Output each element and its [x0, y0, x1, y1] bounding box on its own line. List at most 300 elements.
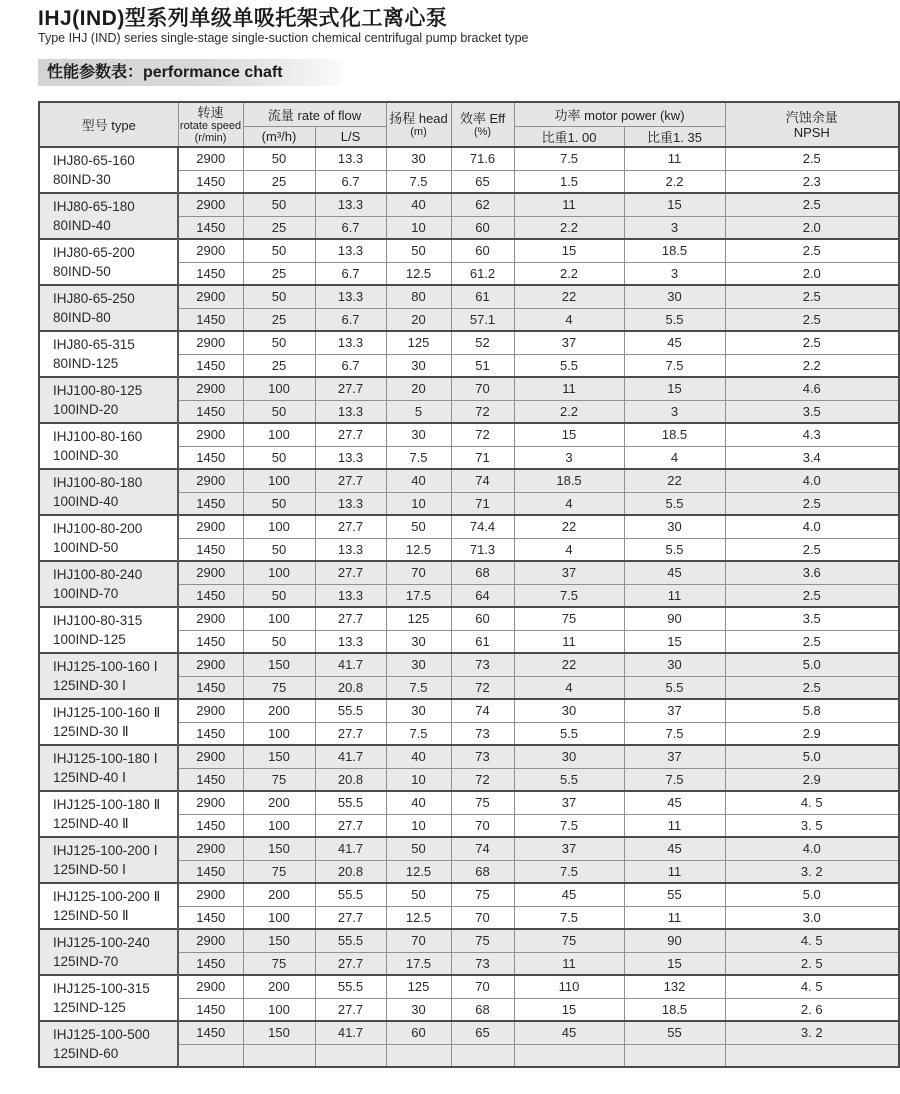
value-cell: 40 [386, 745, 451, 768]
value-cell: 2.5 [725, 308, 899, 331]
value-cell: 30 [386, 630, 451, 653]
value-cell: 13.3 [315, 331, 386, 354]
table-row [39, 377, 899, 400]
value-cell: 5.5 [624, 676, 725, 699]
value-cell: 60 [451, 607, 514, 630]
value-cell: 18.5 [514, 469, 624, 492]
value-cell: 3. 2 [725, 1021, 899, 1044]
value-cell: 72 [451, 423, 514, 446]
pump-type-line: 100IND-40 [53, 494, 119, 509]
value-cell: 90 [624, 607, 725, 630]
value-cell: 13.3 [315, 285, 386, 308]
value-cell: 27.7 [315, 561, 386, 584]
value-cell: 4.0 [725, 515, 899, 538]
value-cell: 2900 [178, 469, 243, 492]
value-cell: 37 [514, 331, 624, 354]
value-cell: 70 [451, 377, 514, 400]
value-cell: 27.7 [315, 515, 386, 538]
table-row [39, 561, 899, 584]
value-cell: 15 [624, 952, 725, 975]
value-cell: 20.8 [315, 768, 386, 791]
value-cell: 3.5 [725, 400, 899, 423]
value-cell: 100 [243, 561, 315, 584]
pump-type-cell [39, 423, 178, 469]
pump-type-line: 125IND-40 Ⅰ [53, 770, 127, 785]
value-cell: 30 [624, 285, 725, 308]
header-flow-ls: L/S [315, 126, 386, 147]
value-cell: 1450 [178, 630, 243, 653]
value-cell: 1450 [178, 538, 243, 561]
value-cell: 18.5 [624, 423, 725, 446]
pump-type-line: IHJ125-100-180 Ⅰ [53, 751, 158, 766]
pump-type-line: 100IND-50 [53, 540, 119, 555]
value-cell: 4 [514, 676, 624, 699]
value-cell: 2900 [178, 515, 243, 538]
value-cell: 25 [243, 354, 315, 377]
value-cell: 125 [386, 331, 451, 354]
value-cell: 45 [514, 883, 624, 906]
value-cell: 41.7 [315, 837, 386, 860]
pump-type-line: IHJ125-100-160 Ⅱ [53, 705, 161, 720]
value-cell: 100 [243, 998, 315, 1021]
value-cell: 50 [386, 837, 451, 860]
value-cell: 50 [243, 492, 315, 515]
value-cell: 71.3 [451, 538, 514, 561]
value-cell: 1.5 [514, 170, 624, 193]
pump-type-cell [39, 929, 178, 975]
value-cell: 65 [451, 170, 514, 193]
header-efficiency [451, 102, 514, 147]
pump-type-line: IHJ125-100-500 [53, 1027, 150, 1042]
value-cell [725, 1044, 899, 1067]
value-cell: 18.5 [624, 998, 725, 1021]
value-cell: 1450 [178, 446, 243, 469]
value-cell: 200 [243, 975, 315, 998]
value-cell: 37 [514, 791, 624, 814]
value-cell: 45 [624, 331, 725, 354]
value-cell: 2900 [178, 423, 243, 446]
value-cell: 13.3 [315, 400, 386, 423]
value-cell: 4. 5 [725, 791, 899, 814]
value-cell: 11 [624, 147, 725, 170]
value-cell: 18.5 [624, 239, 725, 262]
value-cell: 1450 [178, 308, 243, 331]
value-cell: 7.5 [514, 906, 624, 929]
value-cell: 73 [451, 653, 514, 676]
value-cell: 4 [514, 538, 624, 561]
table-row [39, 745, 899, 768]
value-cell: 55.5 [315, 975, 386, 998]
pump-type-cell [39, 1021, 178, 1067]
header-power-sg100: 比重1. 00 [514, 126, 624, 147]
value-cell: 4 [514, 492, 624, 515]
value-cell: 30 [514, 745, 624, 768]
value-cell: 7.5 [514, 584, 624, 607]
value-cell: 6.7 [315, 170, 386, 193]
value-cell: 3.6 [725, 561, 899, 584]
pump-type-line: IHJ125-100-200 Ⅰ [53, 843, 158, 858]
table-row [39, 791, 899, 814]
value-cell: 2900 [178, 837, 243, 860]
value-cell: 1450 [178, 906, 243, 929]
value-cell: 15 [514, 239, 624, 262]
value-cell: 1450 [178, 998, 243, 1021]
performance-table [38, 101, 900, 1068]
value-cell: 2.2 [725, 354, 899, 377]
value-cell: 2.9 [725, 768, 899, 791]
value-cell: 2.5 [725, 239, 899, 262]
table-row [39, 1021, 899, 1044]
value-cell: 11 [514, 630, 624, 653]
value-cell: 2.2 [514, 400, 624, 423]
value-cell: 55.5 [315, 883, 386, 906]
table-body [39, 147, 899, 1067]
pump-type-line: 80IND-50 [53, 264, 111, 279]
header-npsh-cn: 汽蚀余量 [785, 109, 838, 125]
value-cell: 65 [451, 1021, 514, 1044]
value-cell: 22 [514, 285, 624, 308]
value-cell: 6.7 [315, 262, 386, 285]
value-cell: 5.5 [624, 538, 725, 561]
pump-type-line: IHJ100-80-200 [53, 521, 143, 536]
pump-type-line: 100IND-70 [53, 586, 119, 601]
table-row [39, 423, 899, 446]
value-cell: 13.3 [315, 584, 386, 607]
value-cell: 75 [243, 952, 315, 975]
value-cell: 150 [243, 837, 315, 860]
value-cell: 100 [243, 607, 315, 630]
value-cell: 50 [243, 331, 315, 354]
header-flow-m3h: (m³/h) [243, 126, 315, 147]
value-cell: 4.0 [725, 837, 899, 860]
value-cell: 25 [243, 308, 315, 331]
value-cell: 1450 [178, 722, 243, 745]
header-speed-unit: (r/min) [194, 132, 227, 144]
value-cell: 60 [451, 216, 514, 239]
value-cell: 125 [386, 975, 451, 998]
value-cell: 70 [451, 975, 514, 998]
value-cell: 25 [243, 216, 315, 239]
value-cell [451, 1044, 514, 1067]
value-cell: 74 [451, 699, 514, 722]
value-cell: 27.7 [315, 377, 386, 400]
value-cell: 3.4 [725, 446, 899, 469]
value-cell: 1450 [178, 1021, 243, 1044]
value-cell: 5.0 [725, 883, 899, 906]
pump-type-cell [39, 285, 178, 331]
value-cell: 150 [243, 745, 315, 768]
value-cell: 72 [451, 400, 514, 423]
table-row [39, 469, 899, 492]
value-cell: 4.0 [725, 469, 899, 492]
value-cell [386, 1044, 451, 1067]
value-cell: 15 [624, 630, 725, 653]
value-cell: 2900 [178, 975, 243, 998]
pump-type-cell [39, 561, 178, 607]
table-row [39, 883, 899, 906]
value-cell: 5.8 [725, 699, 899, 722]
header-type: 型号 type [39, 102, 178, 147]
value-cell [624, 1044, 725, 1067]
pump-type-cell [39, 147, 178, 193]
value-cell: 2900 [178, 561, 243, 584]
value-cell: 50 [243, 400, 315, 423]
value-cell: 37 [514, 837, 624, 860]
pump-type-line: IHJ125-100-160 Ⅰ [53, 659, 158, 674]
table-row [39, 239, 899, 262]
value-cell: 7.5 [386, 722, 451, 745]
pump-type-line: 125IND-40 Ⅱ [53, 816, 129, 831]
pump-type-line: 100IND-125 [53, 632, 126, 647]
value-cell: 1450 [178, 814, 243, 837]
value-cell: 73 [451, 745, 514, 768]
value-cell: 30 [514, 699, 624, 722]
value-cell: 15 [514, 998, 624, 1021]
pump-type-line: 80IND-125 [53, 356, 119, 371]
value-cell: 1450 [178, 860, 243, 883]
value-cell: 45 [624, 561, 725, 584]
table-header [39, 102, 899, 147]
value-cell: 80 [386, 285, 451, 308]
value-cell: 5.5 [624, 492, 725, 515]
pump-type-line: IHJ80-65-180 [53, 199, 135, 214]
value-cell: 71 [451, 492, 514, 515]
value-cell: 40 [386, 469, 451, 492]
value-cell: 37 [624, 699, 725, 722]
value-cell: 150 [243, 929, 315, 952]
value-cell: 5.5 [514, 722, 624, 745]
header-speed-en: rotate speed [179, 120, 242, 132]
value-cell: 72 [451, 676, 514, 699]
value-cell: 60 [451, 239, 514, 262]
value-cell: 11 [624, 584, 725, 607]
header-npsh-en: NPSH [793, 124, 830, 140]
value-cell: 110 [514, 975, 624, 998]
value-cell: 13.3 [315, 193, 386, 216]
value-cell: 5 [386, 400, 451, 423]
value-cell: 50 [386, 515, 451, 538]
value-cell: 1450 [178, 584, 243, 607]
value-cell: 13.3 [315, 147, 386, 170]
pump-type-cell [39, 745, 178, 791]
value-cell: 64 [451, 584, 514, 607]
value-cell: 74 [451, 469, 514, 492]
header-eff-unit: (%) [473, 126, 492, 138]
value-cell: 72 [451, 768, 514, 791]
table-row [39, 285, 899, 308]
value-cell: 45 [514, 1021, 624, 1044]
value-cell: 75 [514, 607, 624, 630]
value-cell: 100 [243, 377, 315, 400]
value-cell: 6.7 [315, 216, 386, 239]
value-cell: 75 [243, 768, 315, 791]
value-cell: 1450 [178, 768, 243, 791]
header-head-unit: (m) [410, 126, 427, 138]
value-cell: 45 [624, 791, 725, 814]
value-cell: 30 [386, 147, 451, 170]
value-cell: 12.5 [386, 262, 451, 285]
value-cell: 2.5 [725, 193, 899, 216]
page-title: IHJ(IND)型系列单级单吸托架式化工离心泵 [38, 7, 448, 30]
pump-type-line: IHJ125-100-200 Ⅱ [53, 889, 161, 904]
value-cell: 75 [451, 929, 514, 952]
value-cell: 11 [624, 814, 725, 837]
value-cell: 41.7 [315, 1021, 386, 1044]
value-cell: 70 [451, 906, 514, 929]
value-cell: 50 [243, 584, 315, 607]
value-cell: 73 [451, 722, 514, 745]
pump-type-line: IHJ100-80-240 [53, 567, 143, 582]
value-cell: 60 [386, 1021, 451, 1044]
value-cell: 10 [386, 814, 451, 837]
value-cell: 4. 5 [725, 975, 899, 998]
value-cell: 27.7 [315, 814, 386, 837]
value-cell: 10 [386, 492, 451, 515]
value-cell: 1450 [178, 170, 243, 193]
value-cell: 55.5 [315, 699, 386, 722]
value-cell: 2.5 [725, 676, 899, 699]
value-cell: 150 [243, 1021, 315, 1044]
value-cell: 50 [243, 239, 315, 262]
pump-type-line: IHJ80-65-160 [53, 153, 135, 168]
table-row [39, 193, 899, 216]
header-eff-label: 效率 Eff [459, 111, 506, 126]
value-cell: 2900 [178, 929, 243, 952]
pump-type-cell [39, 239, 178, 285]
value-cell: 30 [386, 699, 451, 722]
value-cell [315, 1044, 386, 1067]
value-cell: 125 [386, 607, 451, 630]
value-cell: 200 [243, 791, 315, 814]
value-cell: 1450 [178, 400, 243, 423]
value-cell: 20 [386, 308, 451, 331]
value-cell: 75 [451, 791, 514, 814]
table-row [39, 837, 899, 860]
value-cell: 68 [451, 998, 514, 1021]
value-cell: 52 [451, 331, 514, 354]
value-cell: 22 [624, 469, 725, 492]
value-cell: 50 [243, 630, 315, 653]
value-cell: 100 [243, 814, 315, 837]
value-cell: 200 [243, 883, 315, 906]
value-cell: 2.5 [725, 630, 899, 653]
value-cell: 68 [451, 860, 514, 883]
header-rate-of-flow: 流量 rate of flow [243, 102, 386, 126]
value-cell: 2900 [178, 193, 243, 216]
value-cell: 4 [514, 308, 624, 331]
value-cell: 30 [386, 354, 451, 377]
value-cell: 7.5 [386, 676, 451, 699]
value-cell: 37 [624, 745, 725, 768]
header-head [386, 102, 451, 147]
value-cell: 75 [451, 883, 514, 906]
value-cell: 50 [386, 883, 451, 906]
value-cell: 7.5 [386, 170, 451, 193]
pump-type-line: IHJ100-80-160 [53, 429, 143, 444]
value-cell: 4.3 [725, 423, 899, 446]
section-label: 性能参数表：performance chaft [38, 59, 343, 86]
value-cell: 75 [243, 860, 315, 883]
value-cell: 30 [386, 998, 451, 1021]
pump-type-line: 80IND-80 [53, 310, 111, 325]
value-cell: 30 [386, 423, 451, 446]
value-cell: 62 [451, 193, 514, 216]
pump-type-cell [39, 469, 178, 515]
value-cell: 5.0 [725, 745, 899, 768]
value-cell: 70 [451, 814, 514, 837]
value-cell: 2.5 [725, 331, 899, 354]
pump-type-line: IHJ100-80-315 [53, 613, 143, 628]
value-cell: 3 [514, 446, 624, 469]
value-cell: 2900 [178, 791, 243, 814]
value-cell: 3.0 [725, 906, 899, 929]
pump-type-line: IHJ80-65-250 [53, 291, 135, 306]
value-cell: 51 [451, 354, 514, 377]
value-cell: 15 [514, 423, 624, 446]
value-cell: 2900 [178, 883, 243, 906]
value-cell: 100 [243, 515, 315, 538]
value-cell: 22 [514, 653, 624, 676]
value-cell: 20.8 [315, 676, 386, 699]
value-cell: 57.1 [451, 308, 514, 331]
pump-type-cell [39, 377, 178, 423]
pump-type-line: 125IND-70 [53, 954, 119, 969]
pump-type-cell [39, 883, 178, 929]
pump-type-line: IHJ125-100-180 Ⅱ [53, 797, 161, 812]
value-cell: 13.3 [315, 446, 386, 469]
pump-type-line: 125IND-30 Ⅰ [53, 678, 127, 693]
pump-type-cell [39, 515, 178, 561]
value-cell: 12.5 [386, 538, 451, 561]
table-row [39, 331, 899, 354]
value-cell: 2900 [178, 147, 243, 170]
value-cell: 5.0 [725, 653, 899, 676]
value-cell: 40 [386, 193, 451, 216]
value-cell: 22 [514, 515, 624, 538]
value-cell: 25 [243, 262, 315, 285]
value-cell: 13.3 [315, 492, 386, 515]
value-cell: 2900 [178, 377, 243, 400]
value-cell: 73 [451, 952, 514, 975]
pump-type-line: IHJ125-100-315 [53, 981, 150, 996]
value-cell: 150 [243, 653, 315, 676]
pump-type-line: IHJ100-80-125 [53, 383, 143, 398]
value-cell: 2.9 [725, 722, 899, 745]
value-cell: 50 [243, 147, 315, 170]
value-cell: 2.0 [725, 216, 899, 239]
value-cell: 50 [243, 538, 315, 561]
value-cell: 3.5 [725, 607, 899, 630]
value-cell: 100 [243, 469, 315, 492]
value-cell: 7.5 [514, 814, 624, 837]
value-cell [178, 1044, 243, 1067]
pump-type-line: IHJ80-65-200 [53, 245, 135, 260]
table-row [39, 975, 899, 998]
value-cell: 55 [624, 883, 725, 906]
value-cell: 74 [451, 837, 514, 860]
pump-type-line: 125IND-60 [53, 1046, 119, 1061]
pump-type-cell [39, 791, 178, 837]
header-speed-cn: 转速 [197, 105, 224, 120]
value-cell: 25 [243, 170, 315, 193]
table-row [39, 147, 899, 170]
value-cell: 27.7 [315, 952, 386, 975]
value-cell: 7.5 [624, 354, 725, 377]
pump-type-line: 125IND-125 [53, 1000, 126, 1015]
value-cell: 2. 5 [725, 952, 899, 975]
value-cell: 71 [451, 446, 514, 469]
value-cell: 11 [624, 906, 725, 929]
